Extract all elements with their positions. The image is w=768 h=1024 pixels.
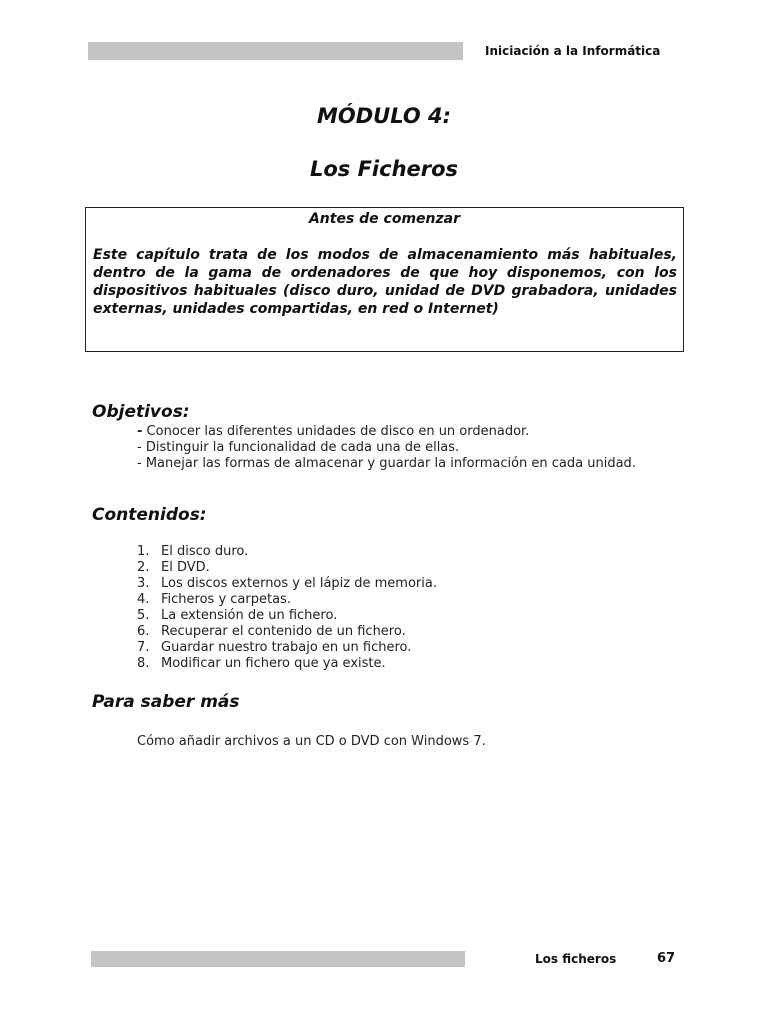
objetivos-heading: Objetivos: — [92, 402, 190, 422]
list-item: 5. La extensión de un fichero. — [137, 608, 338, 623]
objetivo-item: - Conocer las diferentes unidades de disco en un ordenador. — [137, 424, 530, 439]
page-number: 67 — [657, 951, 676, 966]
objetivos-list — [137, 424, 678, 472]
footer-bar — [91, 951, 465, 967]
list-item: 3. Los discos externos y el lápiz de memoria. — [137, 576, 437, 591]
list-item: 6. Recuperar el contenido de un fichero. — [137, 624, 406, 639]
contenidos-list — [137, 544, 437, 672]
header-title: Iniciación a la Informática — [485, 44, 661, 58]
module-label: MÓDULO 4: — [316, 104, 452, 128]
para-saber-mas-heading: Para saber más — [92, 692, 240, 712]
contenidos-heading: Contenidos: — [92, 505, 207, 525]
intro-box — [85, 207, 684, 352]
header-bar — [88, 42, 463, 60]
list-item: 8. Modificar un fichero que ya existe. — [137, 656, 386, 671]
intro-box-text: Este capítulo trata de los modos de almacenamiento más habituales, dentro de la gama de ordenadores de que hoy disponemos, con los dispositivos habituales (disco duro, unidad de DVD grabadora, unidades externas, unidades compartidas, en red o Internet) — [93, 247, 677, 317]
intro-box-title: Antes de comenzar — [308, 211, 461, 227]
list-item: 1. El disco duro. — [137, 544, 249, 559]
module-subtitle: Los Ficheros — [309, 157, 459, 181]
list-item: 2. El DVD. — [137, 560, 210, 575]
para-saber-mas-text: Cómo añadir archivos a un CD o DVD con Windows 7. — [137, 734, 486, 749]
footer-section: Los ficheros — [535, 952, 617, 966]
list-item: 4. Ficheros y carpetas. — [137, 592, 291, 607]
list-item: 7. Guardar nuestro trabajo en un fichero. — [137, 640, 412, 655]
objetivo-item: - Distinguir la funcionalidad de cada una de ellas. — [137, 440, 460, 455]
objetivo-item: - Manejar las formas de almacenar y guardar la información en cada unidad. — [137, 456, 636, 471]
